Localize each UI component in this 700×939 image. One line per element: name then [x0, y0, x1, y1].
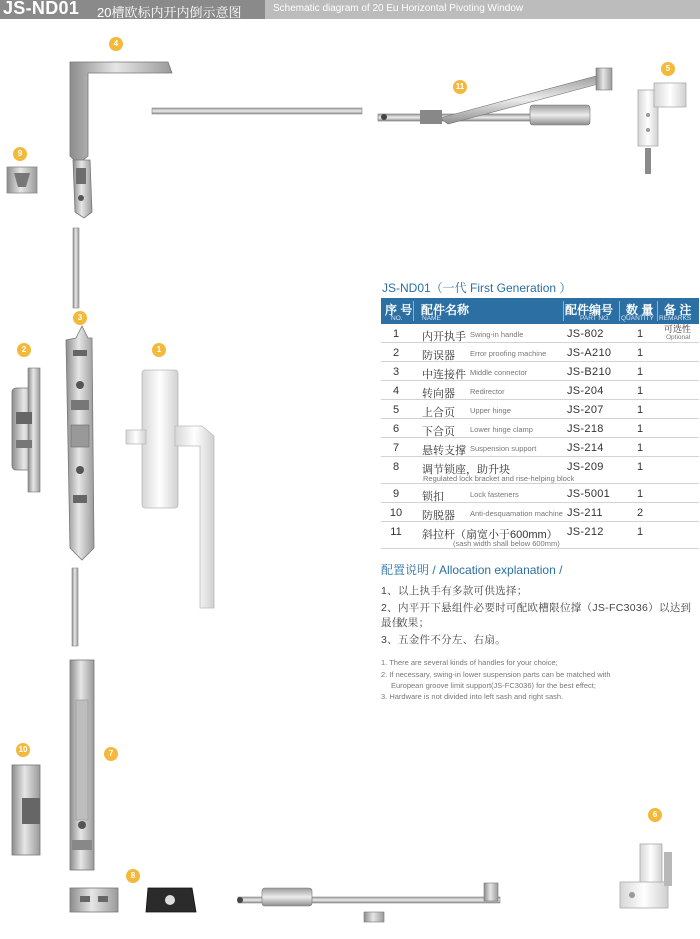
- header-name-cn: 配件名称: [421, 303, 470, 317]
- bottom-stay-rod: [237, 883, 500, 922]
- generation-title: JS-ND01（一代 First Generation ）: [382, 281, 572, 295]
- badge-1: 1: [152, 343, 166, 357]
- row-qty: 1: [637, 404, 644, 416]
- row-name-cn: 锁扣: [422, 491, 444, 503]
- table-row: [381, 438, 699, 457]
- redirector-part: [70, 62, 172, 218]
- row-no: 8: [392, 461, 400, 473]
- table-row: [381, 484, 699, 503]
- suspension-support-part: [70, 660, 94, 870]
- row-name-en: Middle connector: [470, 368, 528, 377]
- stay-arm-part: [378, 68, 612, 125]
- row-part-no: JS-218: [567, 423, 604, 435]
- table-row: [381, 503, 699, 522]
- connecting-bar-short-upper: [73, 228, 79, 308]
- badge-6: 6: [648, 808, 662, 822]
- parts-table: [381, 298, 699, 549]
- connecting-bar-top: [152, 108, 362, 114]
- table-row: [381, 343, 699, 362]
- row-remark-en: Optional: [666, 334, 691, 341]
- row-qty: 2: [637, 507, 644, 519]
- row-no: 2: [392, 347, 400, 359]
- header-divider: [657, 301, 658, 321]
- table-row: [381, 324, 699, 343]
- en-note-3: 3. Hardware is not divided into left sash and right sash.: [381, 692, 564, 701]
- swing-in-handle-part: [126, 370, 214, 608]
- row-name-cn: 中连接件: [422, 369, 466, 381]
- upper-hinge-part: [638, 83, 686, 174]
- header-part-en: PART NO.: [580, 315, 610, 322]
- row-name-cn: 防脱器: [422, 510, 455, 522]
- lock-bracket-part: [70, 888, 118, 912]
- en-note-2-cont: European groove limit support(JS-FC3036) for the best effect;: [391, 681, 596, 690]
- lower-hinge-part: [620, 844, 672, 908]
- row-part-no: JS-212: [567, 526, 604, 538]
- table-row: [381, 419, 699, 438]
- badge-2: 2: [17, 343, 31, 357]
- row-qty: 1: [637, 526, 644, 538]
- row-part-no: JS-209: [567, 461, 604, 473]
- table-row: [381, 381, 699, 400]
- header-no-en: NO.: [391, 315, 403, 322]
- row-name-en: (sash width shall below 600mm): [453, 539, 560, 548]
- cn-note-2: 2、内平开下悬组件必要时可配欧槽限位撑（JS-FC3036）以达到最佳: [381, 602, 692, 629]
- row-part-no: JS-5001: [567, 488, 611, 500]
- badge-3: 3: [73, 311, 87, 325]
- title-en: Schematic diagram of 20 Eu Horizontal Pivoting Window: [273, 3, 524, 14]
- row-name-en: Lock fasteners: [470, 490, 519, 499]
- row-part-no: JS-211: [567, 507, 603, 519]
- error-proofing-part: [12, 368, 40, 492]
- cn-note-2-cont: 效果；: [397, 617, 430, 629]
- anti-desquamation-part: [12, 765, 40, 855]
- title-cn: 20槽欧标内开内倒示意图: [97, 5, 242, 20]
- row-no: 10: [389, 507, 403, 519]
- row-qty: 1: [637, 385, 644, 397]
- row-name-cn: 下合页: [422, 426, 455, 438]
- header-name-en: NAME: [422, 315, 441, 322]
- row-qty: 1: [637, 347, 644, 359]
- middle-connector-part: [66, 326, 94, 560]
- row-name-cn: 调节锁座，助升块: [422, 464, 510, 476]
- table-row: [381, 362, 699, 381]
- header-no-cn: 序 号: [385, 303, 413, 317]
- row-name-cn: 防误器: [422, 350, 455, 362]
- row-name-cn: 斜拉杆（扇宽小于600mm）: [422, 529, 558, 541]
- allocation-title: [381, 561, 562, 578]
- row-part-no: JS-214: [567, 442, 604, 454]
- row-name-en: Error proofing machine: [470, 349, 547, 358]
- badge-11: 11: [453, 80, 467, 94]
- model-code: JS-ND01: [3, 0, 80, 18]
- row-name-en: Swing-in handle: [470, 330, 524, 339]
- header-divider: [563, 301, 564, 321]
- row-name-en: Regulated lock bracket and rise-helping block: [423, 474, 575, 483]
- row-name-cn: 内开执手: [422, 331, 466, 343]
- row-no: 1: [392, 328, 400, 340]
- row-qty: 1: [637, 461, 644, 473]
- badge-8: 8: [126, 869, 140, 883]
- header-qty-en: QUANTITY: [621, 315, 654, 322]
- badge-10: 10: [16, 743, 30, 757]
- header-qty-cn: 数 量: [626, 303, 654, 317]
- badge-4: 4: [109, 37, 123, 51]
- row-name-cn: 上合页: [422, 407, 455, 419]
- row-name-en: Suspension support: [470, 444, 537, 453]
- row-no: 3: [392, 366, 400, 378]
- row-name-en: Upper hinge: [470, 406, 511, 415]
- en-note-1: 1. There are several kinds of handles for your choice;: [381, 658, 558, 667]
- row-no: 6: [392, 423, 400, 435]
- header-divider: [413, 301, 414, 321]
- en-note-2: 2. If necessary, swing-in lower suspension parts can be matched with: [381, 670, 611, 679]
- row-part-no: JS-204: [567, 385, 604, 397]
- table-row: [381, 400, 699, 419]
- row-qty: 1: [637, 366, 644, 378]
- row-part-no: JS-A210: [567, 347, 612, 359]
- table-row: [381, 522, 699, 549]
- table-row: [381, 457, 699, 484]
- row-no: 4: [392, 385, 400, 397]
- header-divider: [619, 301, 620, 321]
- row-no: 11: [390, 526, 402, 538]
- table-header: [381, 298, 699, 324]
- row-remark: 可选性: [664, 324, 692, 334]
- row-qty: 1: [637, 488, 644, 500]
- header-remark-en: REMARKS: [659, 315, 692, 322]
- cn-note-3: 3、五金件不分左、右扇。: [381, 634, 506, 646]
- row-no: 5: [392, 404, 400, 416]
- row-name-en: Redirector: [470, 387, 505, 396]
- row-no: 7: [392, 442, 400, 454]
- lock-fastener-part: [7, 167, 37, 193]
- row-name-en: Anti-desquamation machine: [470, 509, 563, 518]
- row-part-no: JS-207: [567, 404, 604, 416]
- row-part-no: JS-802: [567, 328, 604, 340]
- badge-7: 7: [104, 747, 118, 761]
- header-remark-cn: 备 注: [664, 303, 692, 317]
- row-name-en: Lower hinge clamp: [470, 425, 533, 434]
- header-part-cn: 配件编号: [565, 303, 614, 317]
- row-qty: 1: [637, 442, 644, 454]
- badge-5: 5: [661, 62, 675, 76]
- row-qty: 1: [637, 423, 644, 435]
- row-part-no: JS-B210: [567, 366, 612, 378]
- cn-note-1: 1、以上执手有多款可供选择；: [381, 585, 528, 597]
- connecting-bar-short-lower: [72, 568, 78, 646]
- row-name-cn: 转向器: [422, 388, 455, 400]
- allocation-title-cn: 配置说明: [381, 563, 430, 577]
- allocation-title-en: / Allocation explanation /: [429, 563, 563, 577]
- rise-helping-block-part: [146, 888, 196, 912]
- row-no: 9: [392, 488, 400, 500]
- row-name-cn: 悬转支撑: [422, 445, 466, 457]
- row-qty: 1: [637, 328, 644, 340]
- badge-9: 9: [13, 147, 27, 161]
